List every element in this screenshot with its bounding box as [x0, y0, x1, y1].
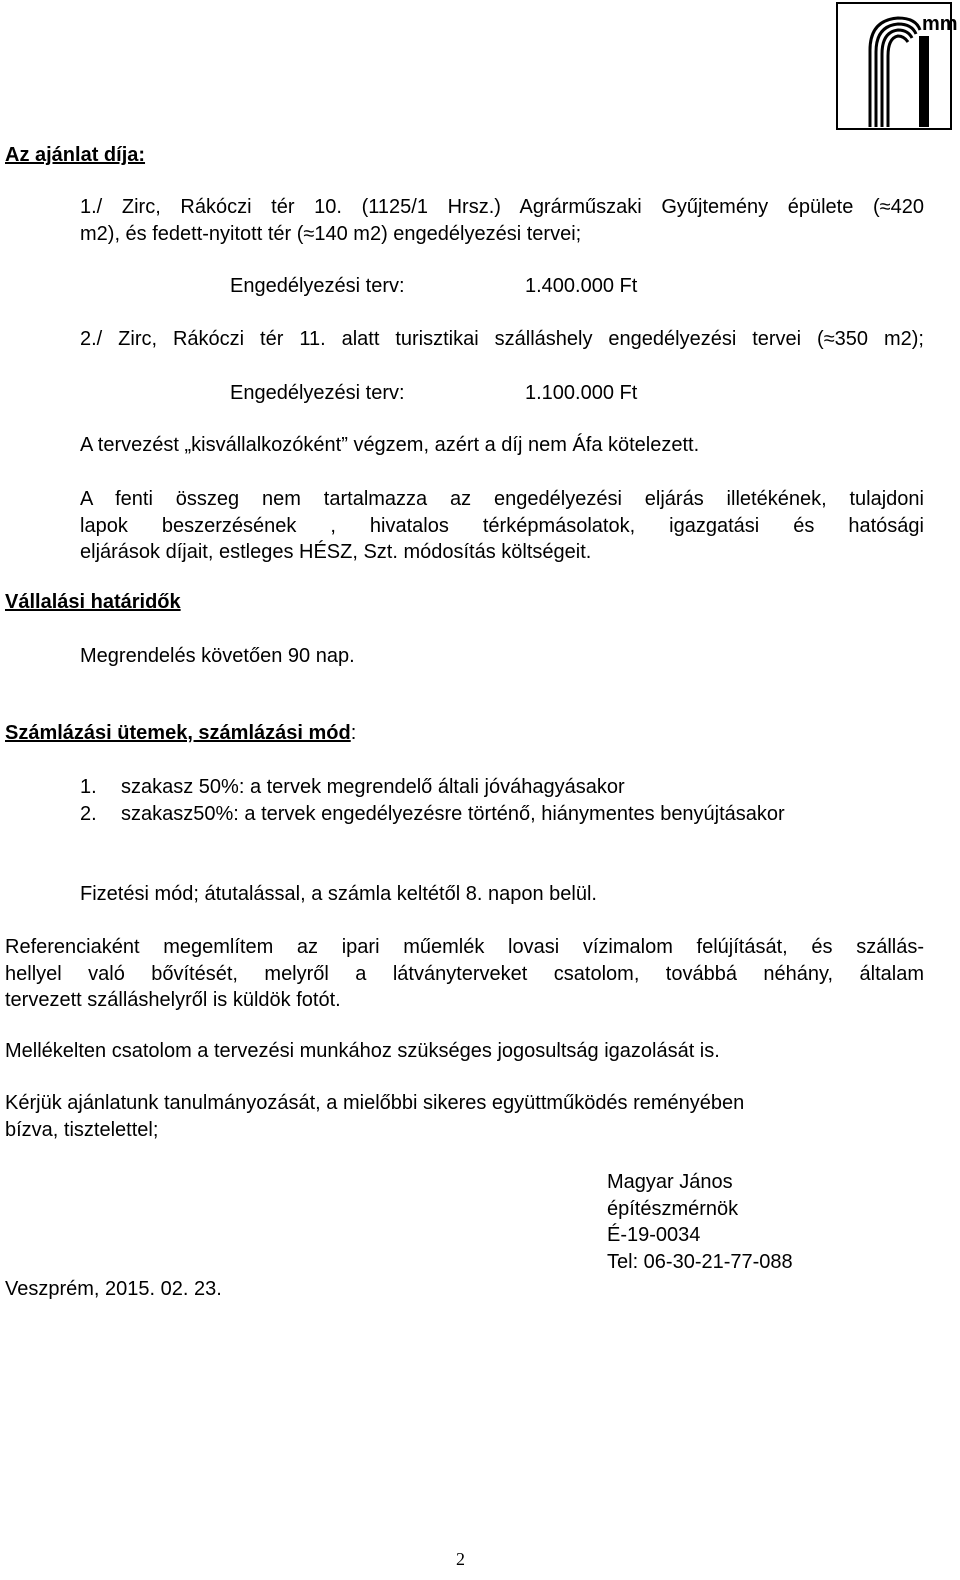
item2-price: 1.100.000 Ft: [525, 382, 638, 404]
billing-stage-number: 2.: [80, 803, 97, 825]
billing-heading-row: [5, 721, 356, 745]
attachment-note: Mellékelten csatolom a tervezési munkához szükséges jogosultság igazolását is.: [5, 1040, 720, 1062]
signature-name: Magyar János: [607, 1171, 733, 1193]
reference-line3: tervezett szálláshelyről is küldök fotót.: [5, 989, 341, 1011]
vat-note: A tervezést „kisvállalkozóként” végzem, azért a díj nem Áfa kötelezett.: [80, 434, 700, 456]
deadlines-heading: Vállalási határidők: [5, 591, 181, 613]
item1-permit-label: Engedélyezési terv:: [230, 275, 405, 297]
page-number: 2: [456, 1549, 465, 1569]
billing-stage-row: [80, 802, 97, 826]
logo-text: mm: [922, 13, 958, 35]
billing-heading: Számlázási ütemek, számlázási mód: [5, 722, 351, 744]
reference-line2: hellyel való bővítését, melyről a látványterveket csatolom, továbbá néhány, általam: [5, 963, 924, 985]
item2-permit-label: Engedélyezési terv:: [230, 382, 405, 404]
exclusions-line1: A fenti összeg nem tartalmazza az engedélyezési eljárás illetékének, tulajdoni: [80, 488, 924, 510]
item1-price: 1.400.000 Ft: [525, 275, 638, 297]
offer-fee-heading: Az ajánlat díja:: [5, 144, 146, 166]
item2-line1: 2./ Zirc, Rákóczi tér 11. alatt turisztikai szálláshely engedélyezési tervei (≈350 m2);: [80, 328, 924, 350]
signature-phone: Tel: 06-30-21-77-088: [607, 1251, 793, 1273]
deadlines-text: Megrendelés követően 90 nap.: [80, 645, 355, 667]
signature-license: É-19-0034: [607, 1224, 701, 1246]
exclusions-line2: lapok beszerzésének , hivatalos térképmásolatok, igazgatási és hatósági: [80, 515, 924, 537]
item1-line2: m2), és fedett-nyitott tér (≈140 m2) engedélyezési tervei;: [80, 223, 582, 245]
closing-line1: Kérjük ajánlatunk tanulmányozását, a mielőbbi sikeres együttműködés reményében: [5, 1092, 745, 1114]
billing-stage-row: [80, 775, 97, 799]
architect-arch-logo-icon: [836, 2, 958, 130]
item1-line1: 1./ Zirc, Rákóczi tér 10. (1125/1 Hrsz.) Agrárműszaki Gyűjtemény épülete (≈420: [80, 196, 924, 218]
billing-heading-colon: :: [350, 722, 357, 744]
billing-stage-number: 1.: [80, 776, 97, 798]
place-date: Veszprém, 2015. 02. 23.: [5, 1278, 222, 1300]
company-logo: [836, 2, 958, 130]
billing-stage-text: szakasz 50%: a tervek megrendelő általi jóváhagyásakor: [121, 776, 625, 798]
billing-stage-text: szakasz50%: a tervek engedélyezésre történő, hiánymentes benyújtásakor: [121, 803, 785, 825]
closing-line2: bízva, tisztelettel;: [5, 1119, 159, 1141]
payment-method: Fizetési mód; átutalással, a számla keltétől 8. napon belül.: [80, 883, 597, 905]
reference-line1: Referenciaként megemlítem az ipari műemlék lovasi vízimalom felújítását, és szállás-: [5, 936, 924, 958]
exclusions-line3: eljárások díjait, estleges HÉSZ, Szt. módosítás költségeit.: [80, 541, 592, 563]
signature-title: építészmérnök: [607, 1198, 739, 1220]
